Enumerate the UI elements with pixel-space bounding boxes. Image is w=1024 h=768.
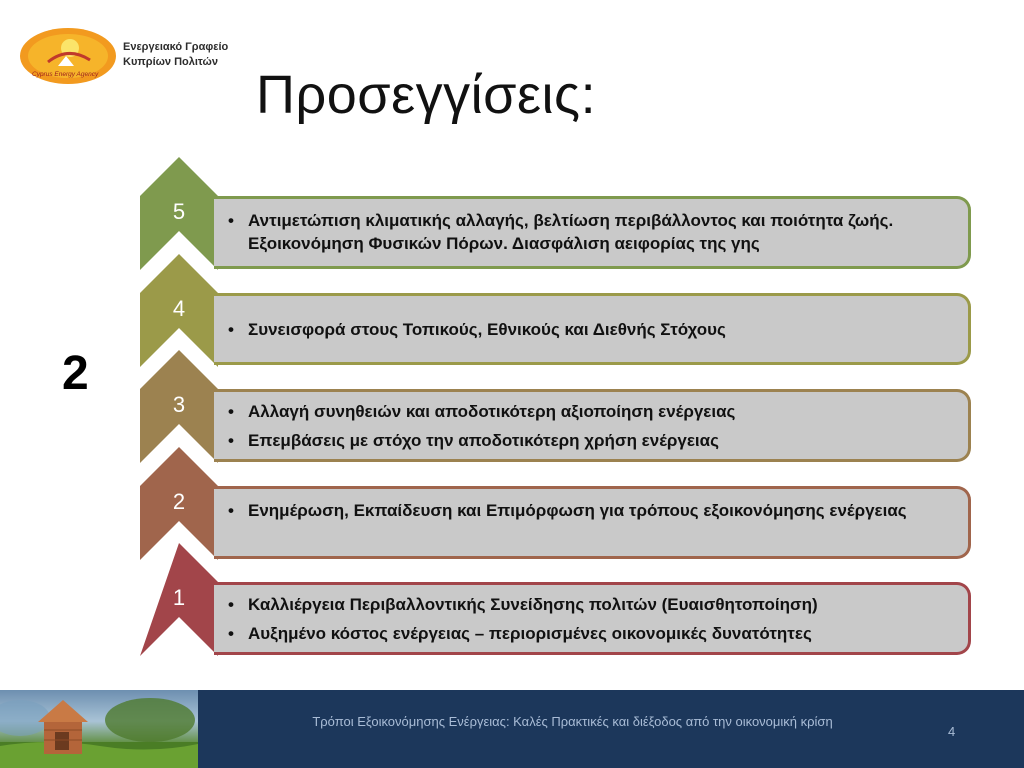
bullet-item: • Αλλαγή συνηθειών και αποδοτικότερη αξιοποίηση ενέργειας bbox=[248, 400, 958, 423]
logo-text bbox=[123, 40, 228, 70]
logo bbox=[18, 26, 248, 90]
side-number: 2 bbox=[62, 347, 89, 400]
bullet-item: • Ενημέρωση, Εκπαίδευση και Επιμόρφωση για τρόπους εξοικονόμησης ενέργειας bbox=[248, 499, 958, 522]
logo-emblem-text: Cyprus Energy Agency bbox=[32, 71, 99, 78]
step-box bbox=[214, 293, 971, 365]
step-box bbox=[214, 486, 971, 559]
step-number: 4 bbox=[172, 296, 186, 321]
step-number: 2 bbox=[172, 489, 186, 514]
bullet-item: • Αυξημένο κόστος ενέργειας – περιορισμένες οικονομικές δυνατότητες bbox=[248, 622, 958, 645]
step-number: 1 bbox=[172, 585, 186, 610]
logo-line-2: Κυπρίων Πολιτών bbox=[123, 56, 218, 68]
footer-text: Τρόποι Εξοικονόμησης Ενέργειας: Καλές Πρακτικές και διέξοδος από την οικονομική κρίση bbox=[312, 714, 833, 729]
chevron-1 bbox=[140, 543, 218, 656]
bullet-item: • Καλλιέργεια Περιβαλλοντικής Συνείδησης πολιτών (Ευαισθητοποίηση) bbox=[248, 593, 958, 616]
step-box bbox=[214, 582, 971, 655]
house-grass-image-icon bbox=[0, 690, 198, 768]
step-box bbox=[214, 389, 971, 462]
bullet-item: • Αντιμετώπιση κλιματικής αλλαγής, βελτίωση περιβάλλοντος και ποιότητα ζωής. Εξοικονόμηση Φυσικών Πόρων. Διασφάλιση αειφορίας της γης bbox=[248, 209, 958, 255]
step-number: 3 bbox=[172, 392, 186, 417]
bullet-item: • Συνεισφορά στους Τοπικούς, Εθνικούς και Διεθνής Στόχους bbox=[248, 318, 958, 341]
bullet-item: • Επεμβάσεις με στόχο την αποδοτικότερη χρήση ενέργειας bbox=[248, 429, 958, 452]
sun-logo-icon bbox=[18, 26, 118, 86]
page-number: 4 bbox=[948, 724, 956, 739]
footer-photo bbox=[0, 690, 198, 768]
step-box bbox=[214, 196, 971, 269]
step-number: 5 bbox=[172, 199, 186, 224]
logo-line-1: Ενεργειακό Γραφείο bbox=[123, 41, 229, 53]
page-title: Προσεγγίσεις: bbox=[256, 65, 597, 125]
footer bbox=[0, 690, 1024, 768]
